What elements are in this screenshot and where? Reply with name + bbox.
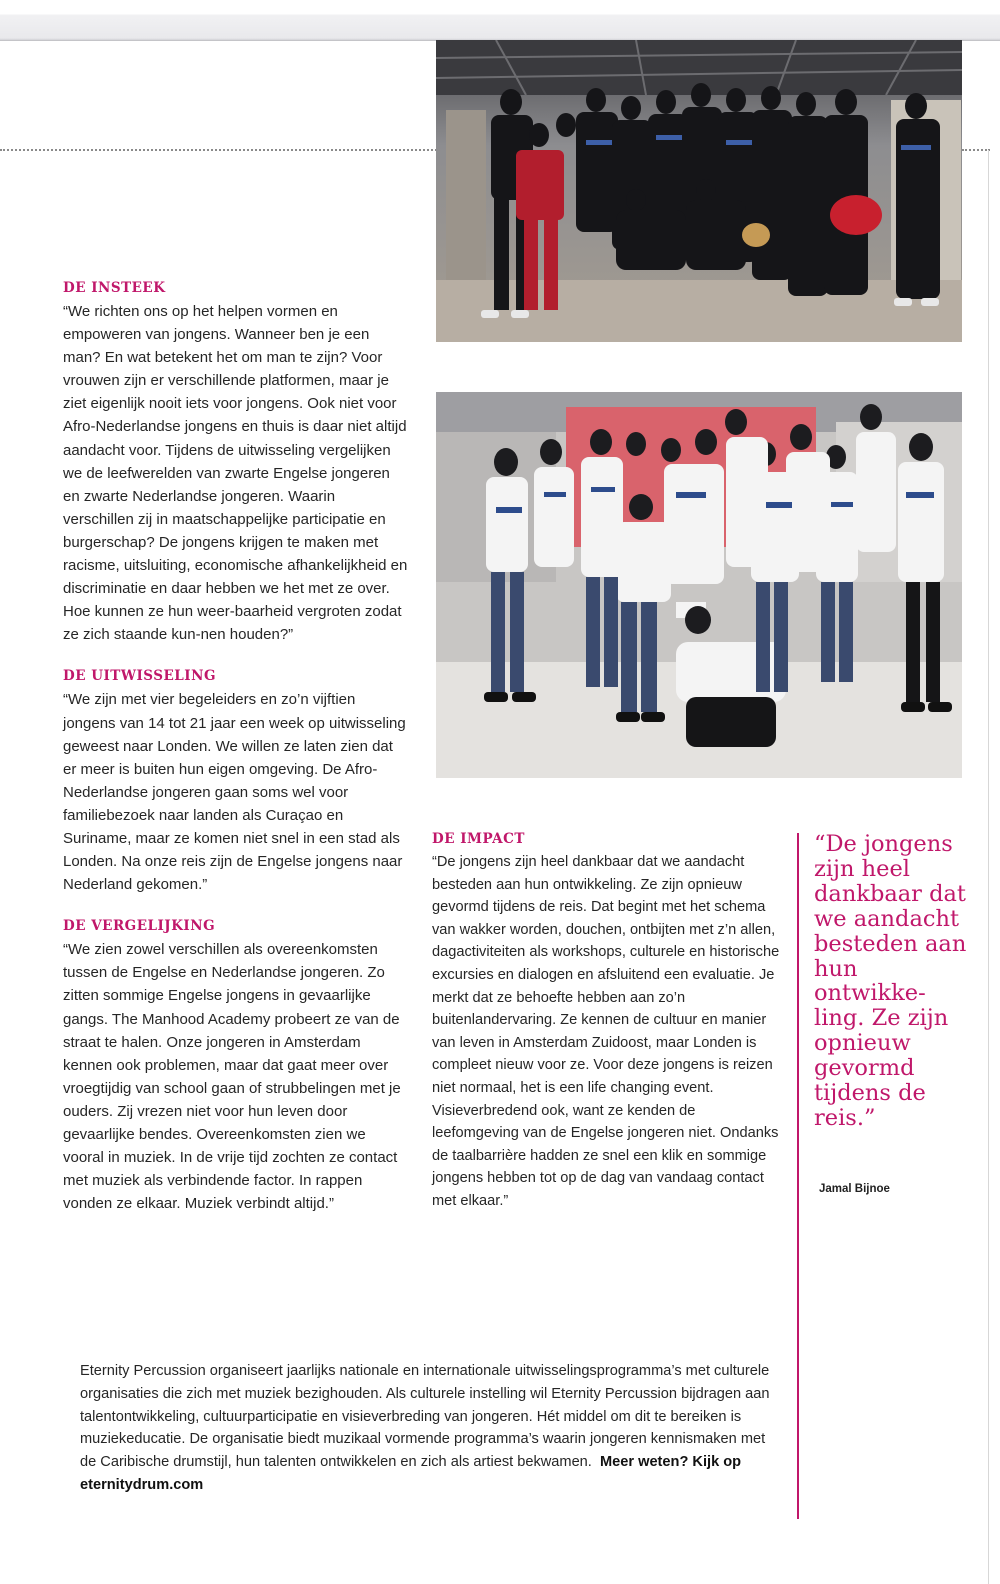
pull-quote: “De jongens zijn heel dankbaar dat we aandacht besteden aan hun ontwikke-ling. Ze zijn opnieuw gevormd tijdens de reis.” bbox=[814, 831, 967, 1131]
group-photo-airport-white-shirts bbox=[436, 392, 962, 778]
section-body-impact: “De jongens zijn heel dankbaar dat we aandacht besteden aan hun ontwikkeling. Ze zijn opnieuw gevormd tijdens de reis. Dat begint met het schema van wakker worden, douchen, ontbijten met z’n allen, dagactiviteiten als workshops, culturele en historische excursies en dialogen en afsluitend een evaluatie. Je merkt dat ze behoefte hebben aan zo’n buitenlandervaring. Ze kennen de cultuur en manier van leven in Amsterdam Zuidoost, maar Londen is compleet nieuw voor ze. Voor deze jongens is reizen niet normaal, het is een life changing event. Visieverbredend ook, want ze kenden de leefomgeving van de Engelse jongeren niet. Ondanks de taalbarrière hadden ze snel een klik en sommige jongens hebben tot op de dag van vandaag contact met elkaar.” bbox=[432, 854, 780, 1209]
dotted-divider-right bbox=[962, 149, 990, 151]
dotted-divider bbox=[0, 149, 440, 151]
app-top-bar bbox=[0, 0, 1000, 41]
section-heading-impact: DE IMPACT bbox=[432, 831, 525, 847]
section-heading-uitwisseling: DE UITWISSELING bbox=[63, 668, 216, 685]
article-column-middle bbox=[432, 831, 782, 1213]
page-edge bbox=[988, 150, 989, 1584]
section-body-uitwisseling: “We zijn met vier begeleiders en zo’n vijftien jongens van 14 tot 21 jaar een week op uitwisseling geweest naar Londen. We willen ze laten zien dat er meer is buiten hun eigen omgeving. De Afro-Nederlandse jongeren gaan soms wel voor familiebezoek naar landen als Curaçao en Suriname, maar ze komen niet snel in een stad als Londen. Na onze reis zijn de Engelse jongens naar Nederland gekomen.” bbox=[63, 691, 406, 894]
section-heading-vergelijking: DE VERGELIJKING bbox=[63, 918, 216, 935]
footer-info bbox=[80, 1360, 770, 1497]
group-photo-airport-dark bbox=[436, 40, 962, 342]
footer-body: Eternity Percussion organiseert jaarlijks nationale en internationale uitwisselingsprogramma’s met culturele organisaties die zich met muziek bezighouden. Als culturele instelling wil Eternity Percussion bijdragen aan talentontwikkeling, cultuurparticipatie en visieverbreding van jongeren. Hét middel om dit te bereiken is muziekeducatie. De organisatie biedt muzikaal vormende programma’s waarin jongeren kennismaken met de Caribische drumstijl, hun talenten ontwikkelen en zich als artiest bekwamen. bbox=[80, 1363, 770, 1471]
pull-quote-rule bbox=[797, 833, 799, 1519]
section-body-insteek: “We richten ons op het helpen vormen en empoweren van jongens. Wanneer ben je een man? En wat betekent het om man te zijn? Voor vrouwen zijn er verschillende platformen, maar je ziet eigenlijk nooit iets voor jongens. Ook niet voor Afro-Nederlandse jongens en thuis is daar niet altijd aandacht voor. Tijdens de uitwisseling vergelijken we de leefwerelden van zwarte Engelse jongeren en zwarte Nederlandse jongeren. Waarin verschillen zij in maatschappelijke participatie en burgerschap? De jongens krijgen te maken met racisme, uitsluiting, economische afhankelijkheid en discriminatie en daar hebben we het met ze over. Hoe kunnen ze hun weer-baarheid vergroten zodat ze zich staande kun-nen houden?” bbox=[63, 303, 408, 644]
pull-quote-author: Jamal Bijnoe bbox=[819, 1183, 890, 1195]
footer-cta-link[interactable]: Meer weten? Kijk op eternitydrum.com bbox=[80, 1454, 742, 1493]
section-heading-insteek: DE INSTEEK bbox=[63, 280, 166, 296]
section-body-vergelijking: “We zien zowel verschillen als overeenkomsten tussen de Engelse en Nederlandse jongeren. Zo zitten sommige Engelse jongens in gevaarlijke gangs. The Manhood Academy probeert ze van de straat te halen. Onze jongeren in Amsterdam kennen ook problemen, maar dat gaat meer over vroegtijdig van school gaan of strubbelingen met je ouders. Zij vrezen niet voor hun leven door gevaarlijke bendes. Overeenkomsten zien we vooral in muziek. In de vrije tijd zochten ze contact met muziek als verbindende factor. In rappen vonden ze elkaar. Muziek verbindt altijd.” bbox=[63, 941, 401, 1213]
article-column-left bbox=[63, 280, 408, 1215]
